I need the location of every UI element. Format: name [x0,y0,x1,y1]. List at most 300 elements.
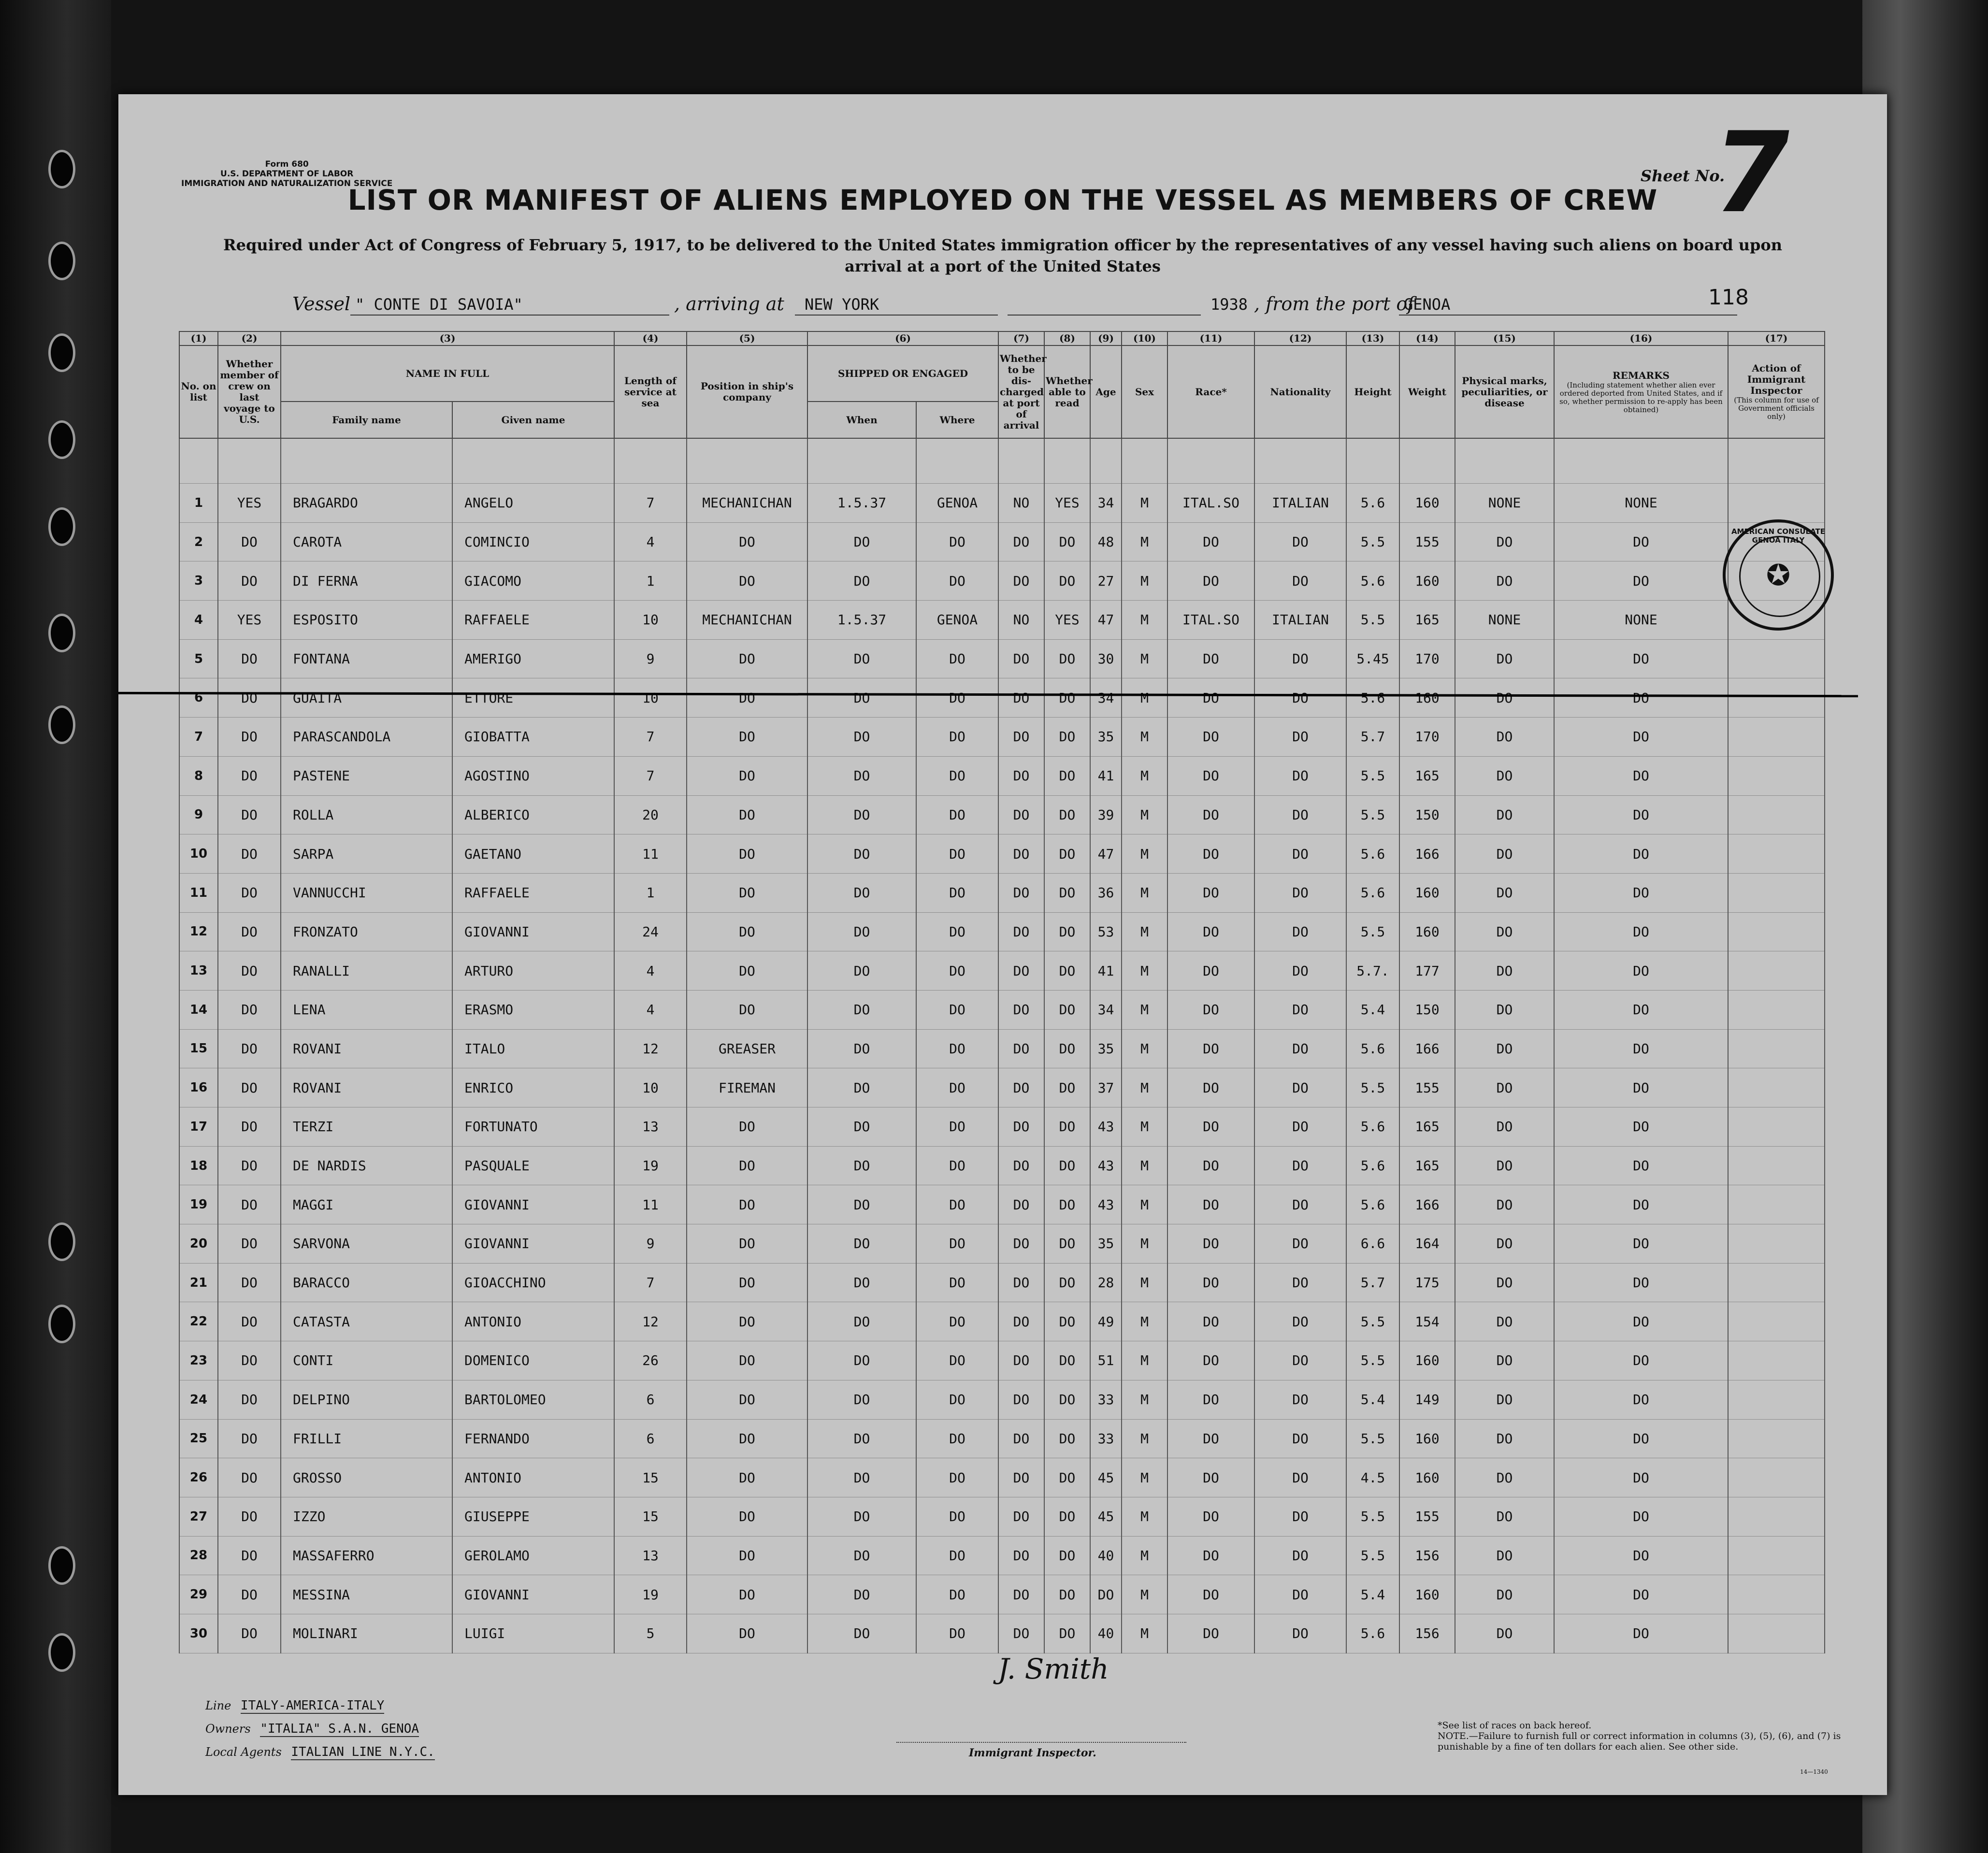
cell-where: DO [916,1458,998,1497]
cell-where: DO [916,1263,998,1302]
cell-weight: 160 [1399,1575,1455,1614]
cell-where: DO [916,1341,998,1380]
cell-nationality: DO [1254,834,1346,874]
header-sex: Sex [1122,345,1167,438]
cell-age: 28 [1090,1263,1122,1302]
cell-race: DO [1167,1575,1254,1614]
cell-weight: 166 [1399,1185,1455,1224]
cell-where: DO [916,1614,998,1653]
cell-family: PASTENE [281,756,452,795]
cell-sex: M [1122,1068,1167,1107]
cell-where: DO [916,951,998,991]
cell-where: DO [916,1536,998,1575]
punch-hole [48,705,75,744]
cell-sex: M [1122,1302,1167,1341]
note-text: NOTE.—Failure to furnish full or correct information in columns (3), (5), (6), and (7) is punishable by a fine of ten dollars for each alien. See other side. [1438,1731,1841,1752]
cell-sex: M [1122,1458,1167,1497]
cell-remarks: DO [1554,1536,1728,1575]
cell-when: DO [807,1068,916,1107]
cell-no: 29 [179,1575,218,1614]
cell-race: DO [1167,522,1254,561]
cell-weight: 160 [1399,1341,1455,1380]
cell-height: 5.7 [1346,718,1399,757]
cell-where: DO [916,756,998,795]
cell-discharged: DO [998,1614,1044,1653]
cell-read: DO [1044,1614,1090,1653]
cell-position: DO [687,795,807,834]
cell-sex: M [1122,1614,1167,1653]
manifest-table [179,331,1825,1653]
cell-given: RAFFAELE [452,601,614,640]
cell-race: ITAL.SO [1167,484,1254,523]
table-row [179,1068,1825,1107]
header-action [1728,345,1825,438]
cell-action [1728,1419,1825,1458]
cell-read: DO [1044,522,1090,561]
cell-physical: DO [1455,1614,1554,1653]
cell-age: 35 [1090,1029,1122,1068]
cell-height: 5.5 [1346,1302,1399,1341]
cell-read: DO [1044,1146,1090,1185]
cell-height: 5.45 [1346,639,1399,678]
cell-given: RAFFAELE [452,873,614,912]
cell-discharged: DO [998,1380,1044,1419]
cell-when: 1.5.37 [807,484,916,523]
column-header-row [179,345,1825,402]
cell-position: DO [687,1146,807,1185]
cell-position: DO [687,1614,807,1653]
cell-where: DO [916,1575,998,1614]
cell-action [1728,873,1825,912]
cell-nationality: DO [1254,718,1346,757]
cell-weight: 177 [1399,951,1455,991]
cell-weight: 170 [1399,718,1455,757]
cell-given: AMERIGO [452,639,614,678]
cell-when: DO [807,678,916,718]
cell-action [1728,912,1825,951]
cell-where: DO [916,1224,998,1264]
cell-action [1728,1380,1825,1419]
cell-given: ITALO [452,1029,614,1068]
cell-no: 19 [179,1185,218,1224]
cell-when: DO [807,522,916,561]
cell-nationality: DO [1254,990,1346,1029]
cell-sex: M [1122,718,1167,757]
cell-no: 14 [179,990,218,1029]
cell-member: DO [218,1497,281,1536]
cell-service: 9 [614,639,687,678]
cell-nationality: DO [1254,522,1346,561]
cell-weight: 165 [1399,1107,1455,1147]
cell-given: GIOACCHINO [452,1263,614,1302]
cell-race: DO [1167,678,1254,718]
vessel-underline [350,295,669,316]
cell-when: DO [807,912,916,951]
cell-service: 4 [614,990,687,1029]
manifest-body [179,438,1825,1653]
cell-read: DO [1044,951,1090,991]
cell-remarks: DO [1554,1185,1728,1224]
cell-weight: 160 [1399,561,1455,601]
cell-height: 5.6 [1346,1185,1399,1224]
cell-family: FRILLI [281,1419,452,1458]
col-num-8: (8) [1044,331,1090,345]
cell-nationality: DO [1254,1107,1346,1147]
cell-no: 1 [179,484,218,523]
cell-sex: M [1122,1029,1167,1068]
cell-race: DO [1167,1302,1254,1341]
cell-sex: M [1122,601,1167,640]
cell-when: DO [807,1029,916,1068]
cell-action [1728,1614,1825,1653]
cell-height: 5.6 [1346,1029,1399,1068]
cell-service: 15 [614,1497,687,1536]
cell-member: DO [218,756,281,795]
cell-race: DO [1167,951,1254,991]
cell-sex: M [1122,1341,1167,1380]
cell-sex: M [1122,795,1167,834]
cell-service: 7 [614,484,687,523]
cell-physical: DO [1455,1575,1554,1614]
cell-remarks: DO [1554,1380,1728,1419]
cell-service: 10 [614,601,687,640]
cell-age: 53 [1090,912,1122,951]
cell-when: DO [807,639,916,678]
cell-remarks: DO [1554,873,1728,912]
cell-member: DO [218,678,281,718]
col-num-15: (15) [1455,331,1554,345]
inspector-signature-line [896,1742,1186,1743]
cell-height: 5.4 [1346,1575,1399,1614]
cell-where: DO [916,990,998,1029]
agents-value: ITALIAN LINE N.Y.C. [291,1745,435,1759]
cell-sex: M [1122,678,1167,718]
cell-where: DO [916,1185,998,1224]
cell-service: 26 [614,1341,687,1380]
footer-line [205,1698,384,1714]
col-num-16: (16) [1554,331,1728,345]
cell-nationality: DO [1254,756,1346,795]
cell-given: BARTOLOMEO [452,1380,614,1419]
cell-member: DO [218,561,281,601]
col-num-14: (14) [1399,331,1455,345]
cell-remarks: DO [1554,1068,1728,1107]
from-port-label: , from the port of [1254,293,1414,315]
cell-service: 6 [614,1380,687,1419]
cell-where: DO [916,1302,998,1341]
vessel-name: " CONTE DI SAVOIA" [355,295,523,314]
cell-physical: DO [1455,1263,1554,1302]
cell-age: 45 [1090,1458,1122,1497]
eagle-icon: ✪ [1766,559,1791,592]
cell-position: DO [687,1263,807,1302]
col-num-7: (7) [998,331,1044,345]
cell-member: DO [218,522,281,561]
table-row [179,678,1825,718]
cell-read: DO [1044,795,1090,834]
cell-discharged: DO [998,1302,1044,1341]
header-able-read: Whether able to read [1044,345,1090,438]
col-num-1: (1) [179,331,218,345]
agents-label: Local Agents [205,1745,282,1759]
cell-no: 18 [179,1146,218,1185]
cell-service: 7 [614,756,687,795]
header-height: Height [1346,345,1399,438]
cell-read: DO [1044,1068,1090,1107]
cell-family: MASSAFERRO [281,1536,452,1575]
cell-when: DO [807,1497,916,1536]
cell-action [1728,484,1825,523]
cell-nationality: DO [1254,1575,1346,1614]
cell-discharged: DO [998,1107,1044,1147]
cell-race: DO [1167,1029,1254,1068]
cell-remarks: DO [1554,834,1728,874]
cell-weight: 150 [1399,795,1455,834]
cell-when: DO [807,1575,916,1614]
cell-physical: DO [1455,990,1554,1029]
cell-discharged: DO [998,756,1044,795]
action-title: Action of Immigrant Inspector [1747,362,1806,396]
cell-age: 35 [1090,1224,1122,1264]
cell-family: RANALLI [281,951,452,991]
cell-action [1728,834,1825,874]
cell-service: 12 [614,1302,687,1341]
cell-member: DO [218,795,281,834]
cell-family: FRONZATO [281,912,452,951]
page-subtitle: Required under Act of Congress of February 5, 1917, to be delivered to the United States immigration officer by the representatives of any vessel having such aliens on board upon arrival at a port of the United States [223,236,1782,275]
cell-discharged: DO [998,639,1044,678]
cell-service: 4 [614,522,687,561]
cell-physical: DO [1455,1302,1554,1341]
cell-discharged: DO [998,1263,1044,1302]
cell-age: 33 [1090,1419,1122,1458]
table-row [179,484,1825,523]
cell-service: 19 [614,1146,687,1185]
header-whether-member: Whether member of crew on last voyage to U.S. [218,345,281,438]
year: 1938 [1210,295,1248,314]
cell-when: DO [807,1224,916,1264]
col-num-4: (4) [614,331,687,345]
cell-when: DO [807,756,916,795]
cell-where: DO [916,1068,998,1107]
cell-service: 11 [614,1185,687,1224]
cell-weight: 160 [1399,678,1455,718]
cell-discharged: DO [998,561,1044,601]
cell-member: DO [218,1575,281,1614]
cell-member: DO [218,1068,281,1107]
table-row [179,1107,1825,1147]
cell-member: DO [218,951,281,991]
cell-nationality: DO [1254,1029,1346,1068]
cell-service: 24 [614,912,687,951]
cell-where: DO [916,1029,998,1068]
cell-age: 41 [1090,951,1122,991]
cell-nationality: DO [1254,795,1346,834]
cell-family: ESPOSITO [281,601,452,640]
cell-member: DO [218,912,281,951]
table-row [179,1380,1825,1419]
cell-physical: DO [1455,1380,1554,1419]
cell-where: DO [916,912,998,951]
cell-member: DO [218,1029,281,1068]
table-row [179,522,1825,561]
cell-read: YES [1044,484,1090,523]
cell-where: DO [916,718,998,757]
cell-action [1728,639,1825,678]
cell-discharged: DO [998,1185,1044,1224]
cell-when: DO [807,1185,916,1224]
cell-physical: DO [1455,1341,1554,1380]
cell-when: DO [807,1536,916,1575]
cell-age: 35 [1090,718,1122,757]
cell-nationality: DO [1254,951,1346,991]
cell-height: 5.6 [1346,873,1399,912]
cell-member: DO [218,1107,281,1147]
cell-sex: M [1122,522,1167,561]
cell-service: 7 [614,1263,687,1302]
cell-position: DO [687,1341,807,1380]
cell-member: DO [218,834,281,874]
action-note: (This column for use of Government officials only) [1734,396,1819,421]
cell-weight: 170 [1399,639,1455,678]
cell-given: PASQUALE [452,1146,614,1185]
cell-discharged: DO [998,1458,1044,1497]
cell-no: 9 [179,795,218,834]
table-row [179,1458,1825,1497]
cell-read: DO [1044,834,1090,874]
cell-physical: DO [1455,1224,1554,1264]
cell-sex: M [1122,990,1167,1029]
cell-member: DO [218,639,281,678]
cell-physical: DO [1455,678,1554,718]
cell-when: DO [807,1302,916,1341]
cell-age: 36 [1090,873,1122,912]
cell-height: 5.4 [1346,990,1399,1029]
cell-when: DO [807,873,916,912]
cell-where: DO [916,1497,998,1536]
header-physical: Physical marks, peculiarities, or disease [1455,345,1554,438]
cell-race: DO [1167,1614,1254,1653]
cell-family: TERZI [281,1107,452,1147]
cell-read: DO [1044,1185,1090,1224]
cell-height: 5.5 [1346,756,1399,795]
cell-service: 11 [614,834,687,874]
cell-family: MAGGI [281,1185,452,1224]
cell-age: 43 [1090,1107,1122,1147]
cell-family: LENA [281,990,452,1029]
cell-when: DO [807,1380,916,1419]
cell-weight: 165 [1399,601,1455,640]
cell-position: DO [687,561,807,601]
cell-service: 9 [614,1224,687,1264]
cell-service: 4 [614,951,687,991]
cell-physical: DO [1455,522,1554,561]
cell-nationality: DO [1254,1185,1346,1224]
cell-where: DO [916,678,998,718]
cell-nationality: DO [1254,1341,1346,1380]
cell-weight: 160 [1399,912,1455,951]
cell-no: 15 [179,1029,218,1068]
cell-read: YES [1044,601,1090,640]
cell-height: 5.5 [1346,795,1399,834]
punch-hole [48,1546,75,1585]
cell-nationality: DO [1254,1419,1346,1458]
cell-age: 40 [1090,1536,1122,1575]
cell-member: DO [218,718,281,757]
cell-position: DO [687,912,807,951]
cell-no: 7 [179,718,218,757]
cell-remarks: DO [1554,1224,1728,1264]
header-name-in-full: NAME IN FULL [281,345,614,402]
cell-action [1728,1536,1825,1575]
remarks-title: REMARKS [1613,369,1670,381]
cell-age: 37 [1090,1068,1122,1107]
cell-sex: M [1122,1419,1167,1458]
cell-read: DO [1044,912,1090,951]
cell-race: DO [1167,1224,1254,1264]
cell-remarks: DO [1554,1575,1728,1614]
header-where: Where [916,402,998,438]
cell-position: DO [687,873,807,912]
cell-given: ETTORE [452,678,614,718]
cell-remarks: DO [1554,756,1728,795]
cell-position: DO [687,1419,807,1458]
cell-race: DO [1167,1185,1254,1224]
col-num-11: (11) [1167,331,1254,345]
cell-action [1728,1146,1825,1185]
cell-height: 5.5 [1346,912,1399,951]
table-row [179,561,1825,601]
cell-discharged: DO [998,718,1044,757]
cell-family: MOLINARI [281,1614,452,1653]
table-row [179,990,1825,1029]
from-port: GENOA [1404,295,1451,314]
owners-value: "ITALIA" S.A.N. GENOA [260,1722,419,1736]
cell-when: DO [807,990,916,1029]
cell-physical: DO [1455,1107,1554,1147]
cell-nationality: DO [1254,1380,1346,1419]
table-row [179,1029,1825,1068]
cell-nationality: DO [1254,1614,1346,1653]
cell-position: FIREMAN [687,1068,807,1107]
cell-action [1728,1341,1825,1380]
cell-sex: M [1122,484,1167,523]
cell-member: DO [218,1185,281,1224]
cell-action [1728,1302,1825,1341]
cell-remarks: DO [1554,912,1728,951]
cell-family: CONTI [281,1341,452,1380]
cell-height: 5.7. [1346,951,1399,991]
table-row [179,1146,1825,1185]
cell-read: DO [1044,1380,1090,1419]
col-num-5: (5) [687,331,807,345]
cell-action [1728,1029,1825,1068]
cell-given: COMINCIO [452,522,614,561]
cell-member: DO [218,1341,281,1380]
cell-height: 5.7 [1346,1263,1399,1302]
cell-family: DI FERNA [281,561,452,601]
cell-weight: 166 [1399,834,1455,874]
cell-remarks: DO [1554,718,1728,757]
print-code: 14—1340 [1800,1768,1828,1775]
cell-weight: 149 [1399,1380,1455,1419]
cell-read: DO [1044,1302,1090,1341]
cell-no: 26 [179,1458,218,1497]
cell-when: DO [807,1419,916,1458]
cell-discharged: DO [998,1341,1044,1380]
cell-physical: DO [1455,1185,1554,1224]
cell-service: 15 [614,1458,687,1497]
